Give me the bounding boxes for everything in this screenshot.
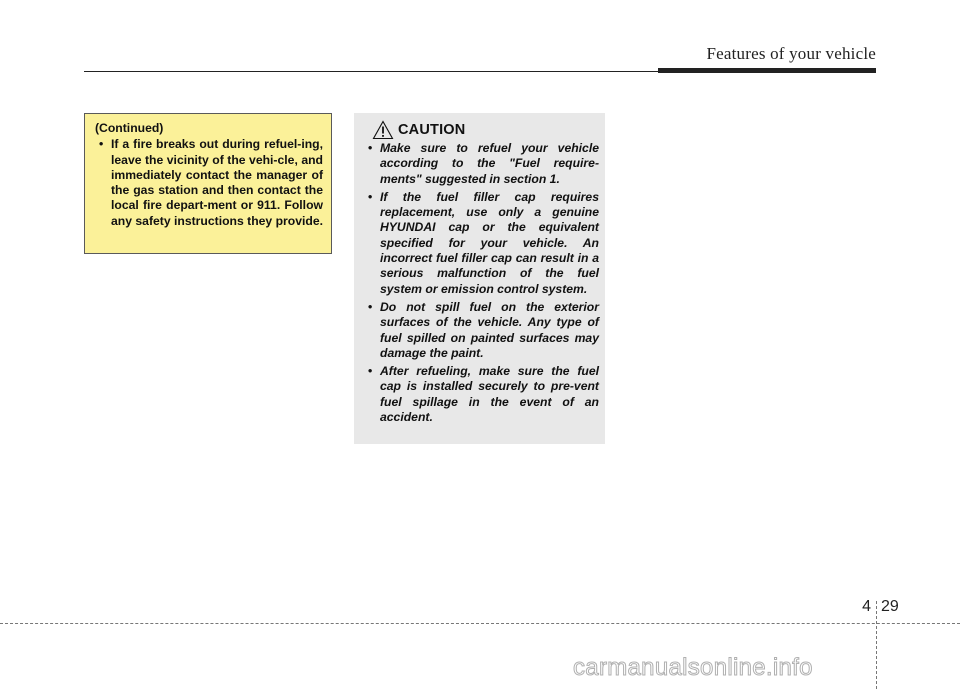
caution-bullet-text: Do not spill fuel on the exterior surfaces of the vehicle. Any type of fuel spilled on painted surfaces may damage the paint. xyxy=(380,299,599,360)
bullet-dot: • xyxy=(368,299,373,314)
note-bullet-list xyxy=(93,137,323,229)
bullet-dot: • xyxy=(368,189,373,204)
bullet-dot: • xyxy=(368,141,373,155)
caution-header xyxy=(362,120,599,140)
caution-bullet-item xyxy=(362,190,599,297)
caution-title: CAUTION xyxy=(398,122,466,138)
caution-bullet-text: If the fuel filler cap requires replacement, use only a genuine HYUNDAI cap or the equivalent specified for your vehicle. An incorrect fuel filler cap can result in a serious malfunction of the fuel system or emission control system. xyxy=(380,189,599,296)
note-heading: (Continued) xyxy=(95,121,164,135)
watermark: carmanualsonline.info xyxy=(573,654,813,681)
note-bullet-item xyxy=(93,137,323,229)
caution-bullet-text: After refueling, make sure the fuel cap is installed securely to pre-vent fuel spillage in the event of an accident. xyxy=(380,364,599,425)
page-number: 29 xyxy=(881,598,899,615)
bullet-dot: • xyxy=(99,137,104,152)
header-title: Features of your vehicle xyxy=(706,44,876,63)
caution-bullet-text: Make sure to refuel your vehicle according to the "Fuel require-ments" suggested in section 1. xyxy=(380,141,599,186)
caution-bullet-item xyxy=(362,141,599,187)
warning-triangle-icon xyxy=(372,120,394,140)
header-rule-thick xyxy=(658,68,876,73)
note-bullet-text: If a fire breaks out during refuel-ing, leave the vicinity of the vehi-cle, and immediately contact the manager of the gas station and then contact the local fire depart-ment or 911. Follow any safety instructions they provide. xyxy=(111,137,323,228)
footer-divider xyxy=(876,601,877,689)
header-rule-thin xyxy=(84,71,658,72)
footer-rule xyxy=(0,623,960,624)
caution-bullet-item xyxy=(362,300,599,361)
caution-bullet-list xyxy=(362,141,599,425)
bullet-dot: • xyxy=(368,364,373,379)
page-chapter: 4 xyxy=(862,598,871,615)
continued-note-box xyxy=(84,113,332,254)
caution-bullet-item xyxy=(362,364,599,425)
caution-box xyxy=(354,113,605,444)
